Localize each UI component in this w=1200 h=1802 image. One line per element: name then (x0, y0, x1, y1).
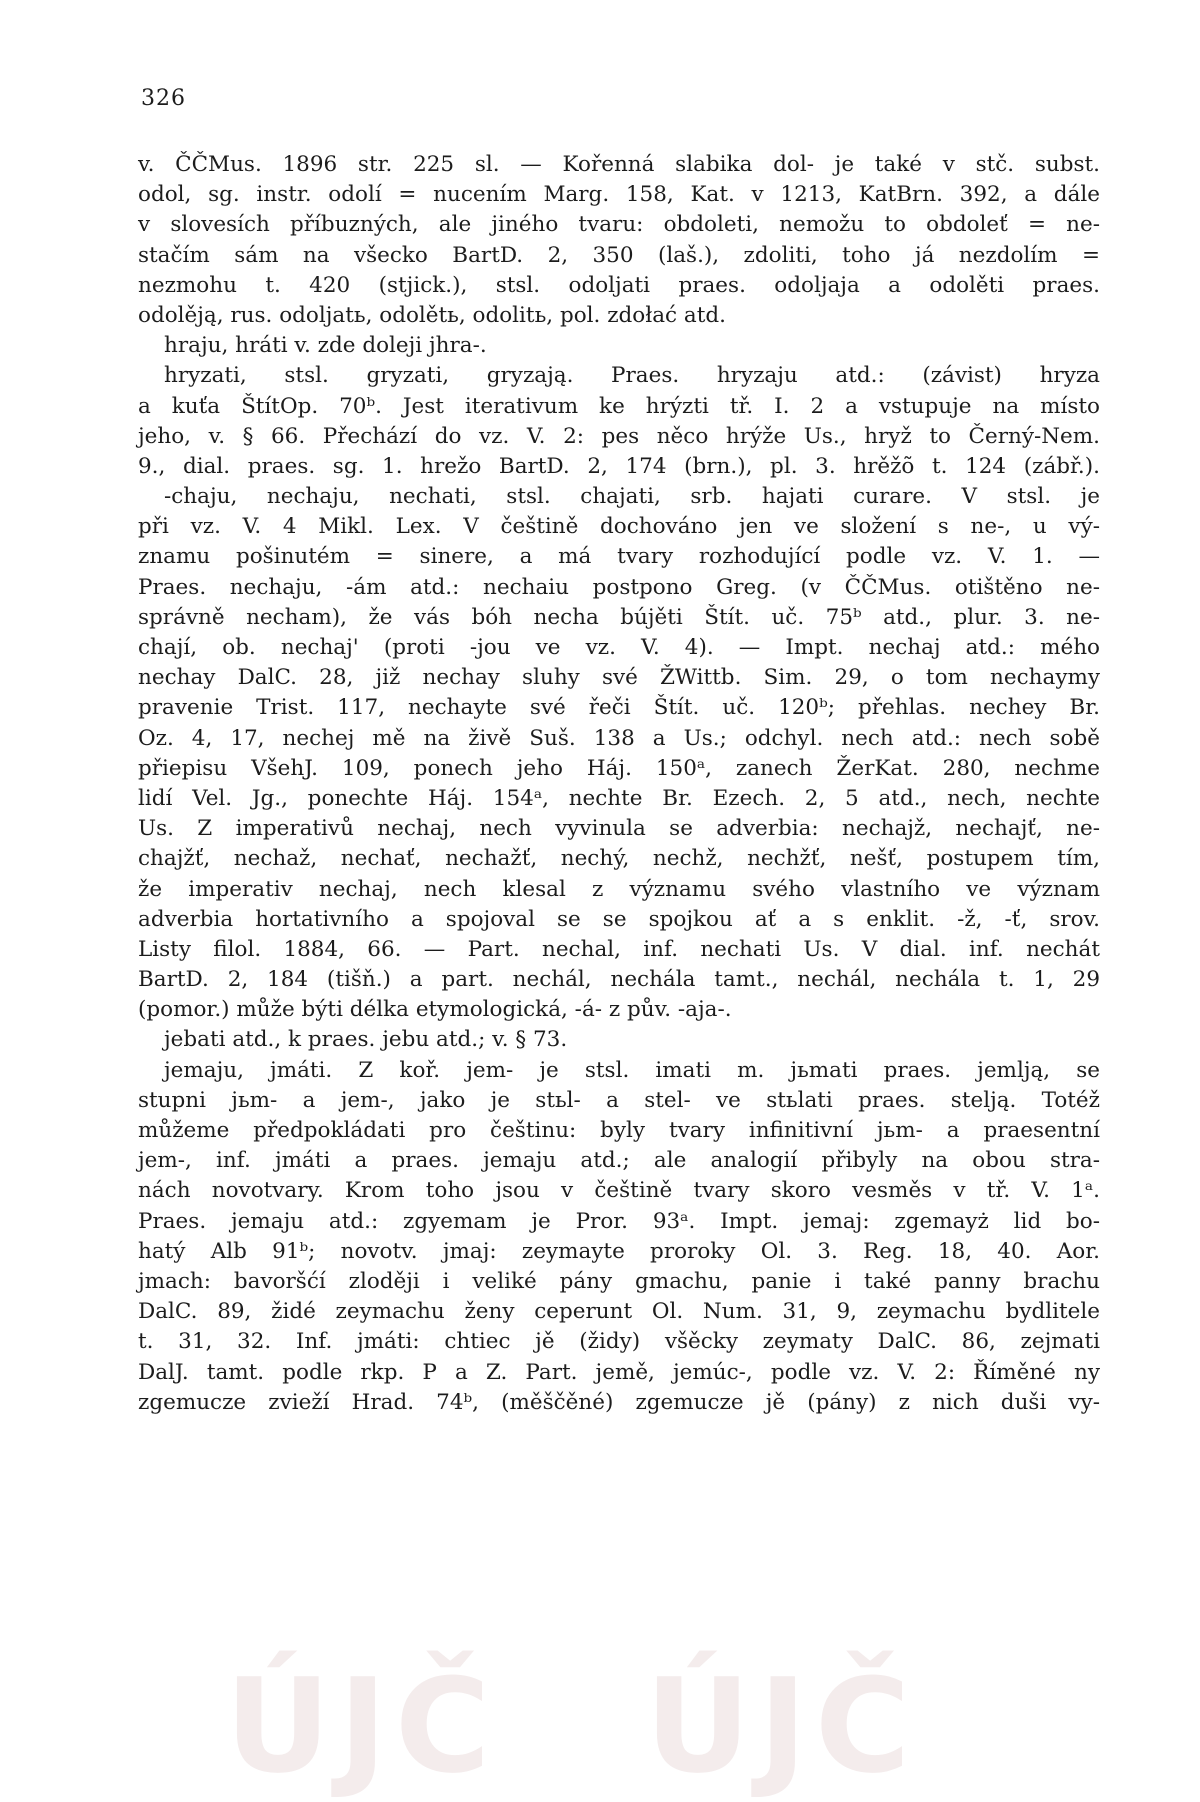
text-line: jebati atd., k praes. jebu atd.; v. § 73. (164, 1027, 568, 1053)
text-line: v slovesích příbuzných, ale jiného tvaru: obdoleti, nemožu to obdoleť = ne- (138, 212, 1100, 238)
text-line: Praes. nechaju, -ám atd.: nechaiu postpono Greg. (v ČČMus. otištěno ne- (138, 574, 1100, 600)
text-line: -chaju, nechaju, nechati, stsl. chajati, srb. hajati curare. V stsl. je (164, 484, 1100, 510)
text-line: chajžť, nechaž, nechať, nechažť, nechý, nechž, nechžť, nešť, postupem tím, (138, 846, 1100, 872)
text-line: stupni jьm- a jem-, jako je stьl- a stel- ve stьlati praes. stelją. Totéž (138, 1087, 1100, 1113)
text-line: adverbia hortativního a spojoval se se spojkou ať a s enklit. -ž, -ť, srov. (138, 906, 1100, 932)
watermark-left: ÚJČ (225, 1650, 499, 1802)
text-line: Listy filol. 1884, 66. — Part. nechal, inf. nechati Us. V dial. inf. nechát (138, 936, 1100, 962)
text-line: nách novotvary. Krom toho jsou v češtině tvary skoro vesměs v tř. V. 1ᵃ. (138, 1178, 1100, 1204)
page-number: 326 (141, 86, 186, 111)
text-line: t. 31, 32. Inf. jmáti: chtiec jě (židy) všěcky zeymaty DalC. 86, zejmati (138, 1329, 1100, 1355)
text-line: Oz. 4, 17, nechej mě na živě Suš. 138 a Us.; odchyl. nech atd.: nech sobě (138, 725, 1100, 751)
text-line: odolěją, rus. odoljatь, odolětь, odolitь, pol. zdołać atd. (138, 302, 726, 328)
text-line: můžeme předpokládati pro češtinu: byly tvary infinitivní jьm- a praesentní (138, 1118, 1100, 1143)
dictionary-text (138, 150, 1100, 1418)
text-line: zgemucze zvieží Hrad. 74ᵇ, (měščěné) zgemucze jě (pány) z nich duši vy- (138, 1389, 1100, 1415)
text-line: pravenie Trist. 117, nechayte své řeči Štít. uč. 120ᵇ; přehlas. nechey Br. (138, 695, 1100, 721)
text-line: Praes. jemaju atd.: zgyemam je Pror. 93ᵃ. Impt. jemaj: zgemayż lid bo- (138, 1208, 1100, 1234)
text-line: hatý Alb 91ᵇ; novotv. jmaj: zeymayte proroky Ol. 3. Reg. 18, 40. Aor. (138, 1238, 1100, 1264)
text-line: jem-, inf. jmáti a praes. jemaju atd.; ale analogií přibyly na obou stra- (138, 1148, 1100, 1174)
text-line: jeho, v. § 66. Přechází do vz. V. 2: pes něco hrýže Us., hryž to Černý-Nem. (138, 423, 1100, 449)
watermark-right: ÚJČ (645, 1650, 919, 1802)
text-line: 9., dial. praes. sg. 1. hrežo BartD. 2, 174 (brn.), pl. 3. hrěžõ t. 124 (zábř.). (138, 453, 1100, 479)
text-line: přiepisu VšehJ. 109, ponech jeho Háj. 150ᵃ, zanech ŽerKat. 280, nechme (138, 755, 1100, 781)
text-line: hryzati, stsl. gryzati, gryzają. Praes. hryzaju atd.: (závist) hryza (164, 363, 1100, 389)
text-line: při vz. V. 4 Mikl. Lex. V češtině dochováno jen ve složení s ne-, u vý- (138, 514, 1100, 540)
text-line: chají, ob. nechaj' (proti -jou ve vz. V. 4). — Impt. nechaj atd.: mého (138, 635, 1100, 660)
text-line: BartD. 2, 184 (tišň.) a part. nechál, nechála tamt., nechál, nechála t. 1, 29 (138, 967, 1100, 993)
text-line: (pomor.) může býti délka etymologická, -á- z pův. -aja-. (138, 997, 732, 1023)
text-line: znamu pošinutém = sinere, a má tvary rozhodující podle vz. V. 1. — (138, 544, 1100, 570)
text-line: stačím sám na všecko BartD. 2, 350 (laš.), zdoliti, toho já nezdolím = (138, 242, 1100, 268)
text-line: Us. Z imperativů nechaj, nech vyvinula se adverbia: nechajž, nechajť, ne- (138, 816, 1100, 842)
text-line: nechay DalC. 28, již nechay sluhy své ŽWittb. Sim. 29, o tom nechaymy (138, 665, 1100, 691)
text-line: odol, sg. instr. odolí = nucením Marg. 158, Kat. v 1213, KatBrn. 392, a dále (138, 182, 1100, 208)
text-line: v. ČČMus. 1896 str. 225 sl. — Kořenná slabika dol- je také v stč. subst. (138, 152, 1100, 177)
text-line: jemaju, jmáti. Z koř. jem- je stsl. imati m. jьmati praes. jemlją, se (164, 1057, 1100, 1083)
text-line: DalC. 89, židé zeymachu ženy ceperunt Ol. Num. 31, 9, zeymachu bydlitele (138, 1299, 1100, 1325)
text-line: správně necham), že vás bóh necha bújěti Štít. uč. 75ᵇ atd., plur. 3. ne- (138, 604, 1100, 630)
text-line: lidí Vel. Jg., ponechte Háj. 154ᵃ, nechte Br. Ezech. 2, 5 atd., nech, nechte (138, 785, 1100, 811)
text-line: a kuťa ŠtítOp. 70ᵇ. Jest iterativum ke hrýzti tř. I. 2 a vstupuje na místo (138, 393, 1100, 419)
text-line: jmach: bavoršćí zloději i veliké pány gmachu, panie i také panny brachu (138, 1268, 1100, 1294)
text-line: že imperativ nechaj, nech klesal z významu svého vlastního ve význam (138, 876, 1100, 902)
text-line: nezmohu t. 420 (stjick.), stsl. odoljati praes. odoljaja a odolěti praes. (138, 272, 1100, 298)
text-line: hraju, hráti v. zde doleji jhra-. (164, 333, 487, 359)
text-line: DalJ. tamt. podle rkp. P a Z. Part. jemě, jemúc-, podle vz. V. 2: Říměné ny (138, 1359, 1100, 1385)
